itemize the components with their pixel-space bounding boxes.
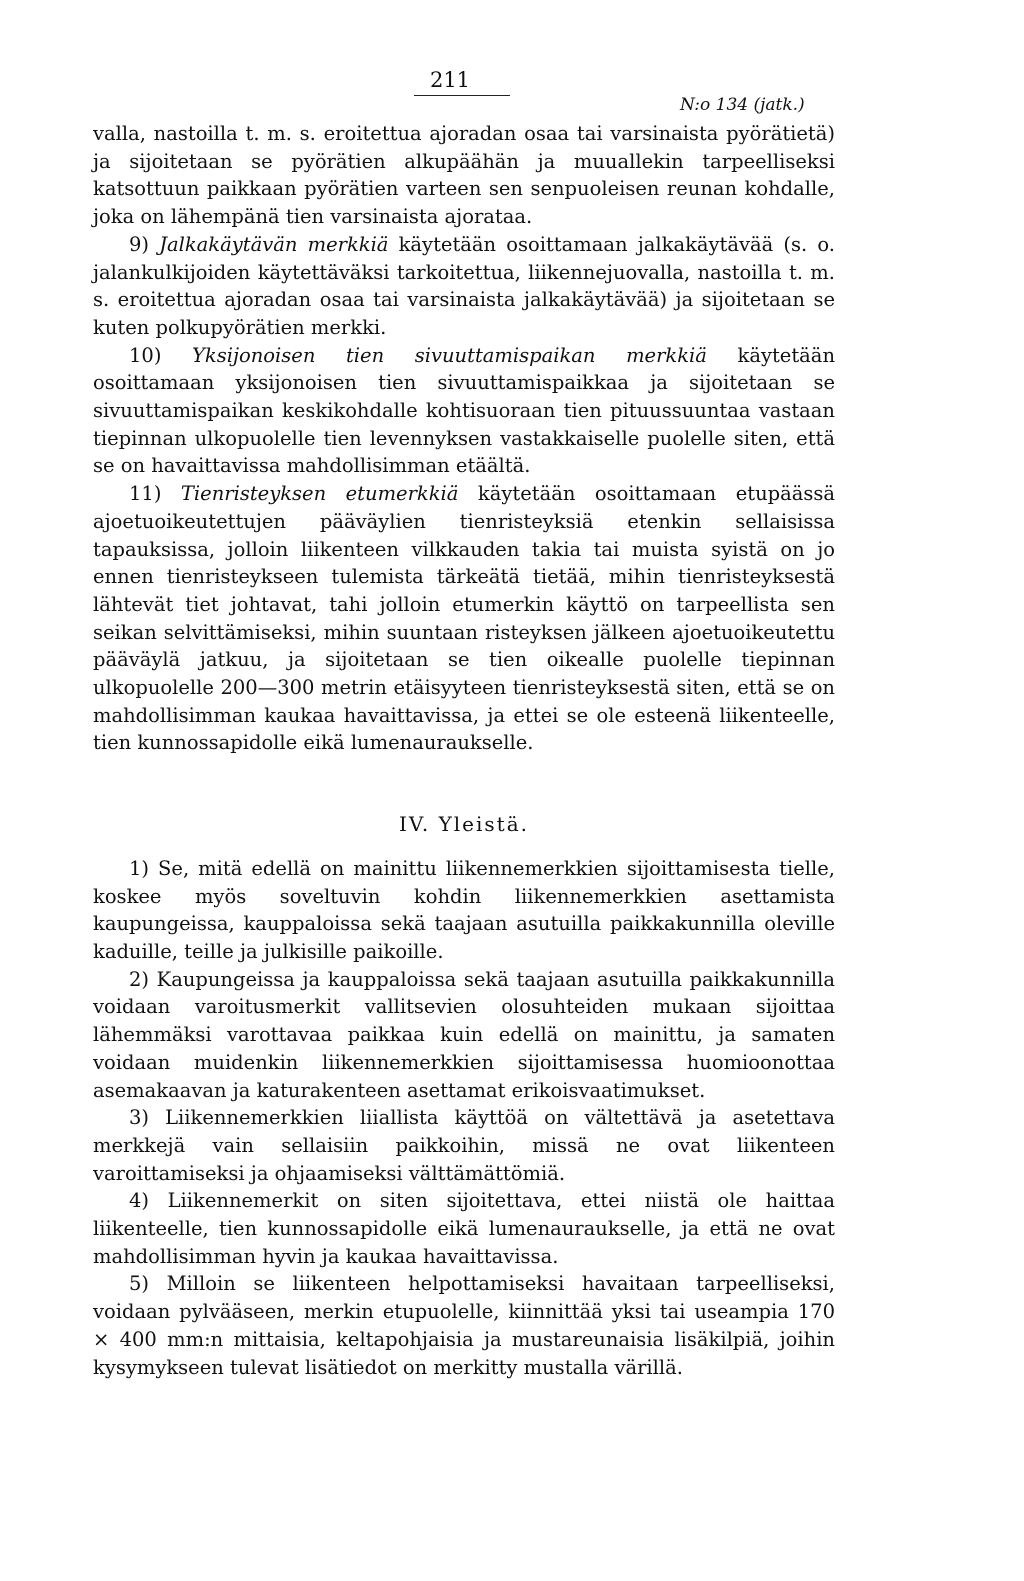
section-paragraph-3 xyxy=(93,1104,835,1187)
section-paragraph-1 xyxy=(93,855,835,966)
item-title: Jalkakäytävän merkkiä xyxy=(159,232,389,256)
section-paragraph-2 xyxy=(93,966,835,1105)
item-text: Milloin se liikenteen helpottamiseksi havaitaan tarpeelliseksi, voidaan pylvääseen, merkin etupuolelle, kiinnittää yksi tai useampia 170 × 400 mm:n mittaisia, keltapohjaisia ja mustareunaisia lisäkilpiä, joihin kysymykseen tulevat lisätiedot on merkitty mustalla värillä. xyxy=(93,1272,835,1379)
page-number: 211 xyxy=(429,68,471,92)
item-number: 3) xyxy=(129,1106,150,1130)
paragraph-item-11 xyxy=(93,480,835,757)
item-text: käytetään osoittamaan etupäässä ajoetuoikeutettujen pääväylien tienristeyksiä etenkin sellaisissa tapauksissa, jolloin liikenteen vilkkauden takia tai muista syistä on jo ennen tienristeykseen tulemista tärkeätä tietää, mihin tienristeyksestä lähtevät tiet johtavat, tahi jolloin etumerkin käyttö on tarpeellista sen seikan selvittämiseksi, mihin suuntaan risteyksen jälkeen ajoetuoikeutettu pääväylä jatkuu, ja sijoitetaan se tien oikealle puolelle tiepinnan ulkopuolelle 200—300 metrin etäisyyteen tienristeyksestä siten, että se on mahdollisimman kaukaa havaittavissa, ja ettei se ole esteenä liikenteelle, tien kunnossapidolle eikä lumenauraukselle. xyxy=(93,482,836,755)
item-number: 10) xyxy=(129,343,162,367)
item-number: 1) xyxy=(129,856,150,880)
item-title: Yksijonoisen tien sivuuttamispaikan merkkiä xyxy=(192,343,707,367)
item-text: Liikennemerkit on siten sijoitettava, ettei niistä ole haittaa liikenteelle, tien kunnossapidolle eikä lumenauraukselle, ja että ne ovat mahdollisimman hyvin ja kaukaa havaittavissa. xyxy=(93,1189,835,1268)
paragraph-continuation: valla, nastoilla t. m. s. eroitettua ajoradan osaa tai varsinaista pyörätietä) ja sijoitetaan se pyörätien alkupäähän ja muuallekin tarpeelliseksi katsottuun paikkaan pyörätien varteen sen senpuoleisen reunan kohdalle, joka on lähempänä tien varsinaista ajorataa. xyxy=(93,122,835,229)
item-text: Se, mitä edellä on mainittu liikennemerkkien sijoittamisesta tielle, koskee myös soveltuvin kohdin liikennemerkkien asettamista kaupungeissa, kauppaloissa sekä taajaan asutuilla paikkakunnilla oleville kaduille, teille ja julkisille paikoille. xyxy=(93,856,835,963)
item-text: Kaupungeissa ja kauppaloissa sekä taajaan asutuilla paikkakunnilla voidaan varoitusmerkit vallitsevien olosuhteiden mukaan sijoittaa lähemmäksi varottavaa paikkaa kuin edellä on mainittu, ja samaten voidaan muidenkin liikennemerkkien sijoittamisessa huomioonottaa asemakaavan ja katurakenteen asettamat erikoisvaatimukset. xyxy=(93,967,835,1102)
item-text: käytetään osoittamaan jalkakäytävää (s. o. jalankulkijoiden käytettäväksi tarkoitettua, liikennejuovalla, nastoilla t. m. s. eroitettua ajoradan osaa tai varsinaista jalkakäytävää) ja sijoitetaan se kuten polkupyörätien merkki. xyxy=(93,232,836,339)
item-number: 5) xyxy=(129,1272,150,1296)
section-heading: IV. Yleistä. xyxy=(399,812,529,837)
item-number: 2) xyxy=(129,967,150,991)
item-text: käytetään osoittamaan yksijonoisen tien sivuuttamispaikkaa ja sijoitetaan se sivuuttamispaikan keskikohdalle kohtisuoraan tien pituussuuntaa vastaan tiepinnan ulkopuolelle tien levennyksen vastakkaiselle puolelle siten, että se on havaittavissa mahdollisimman etäältä. xyxy=(93,343,835,478)
item-number: 9) xyxy=(129,232,150,256)
section-paragraph-4 xyxy=(93,1187,835,1270)
body-text xyxy=(93,120,835,1381)
running-head: N:o 134 (jatk.) xyxy=(680,95,805,115)
paragraph-item-10 xyxy=(93,342,835,481)
paragraph-item-9 xyxy=(93,231,835,342)
item-number: 4) xyxy=(129,1189,150,1213)
item-text: Liikennemerkkien liiallista käyttöä on vältettävä ja asetettava merkkejä vain sellaisiin paikkoihin, missä ne ovat liikenteen varoittamiseksi ja ohjaamiseksi välttämättömiä. xyxy=(93,1106,835,1185)
item-title: Tienristeyksen etumerkkiä xyxy=(180,482,459,506)
page-number-rule xyxy=(414,95,510,96)
item-number: 11) xyxy=(129,482,162,506)
section-paragraph-5 xyxy=(93,1270,835,1381)
